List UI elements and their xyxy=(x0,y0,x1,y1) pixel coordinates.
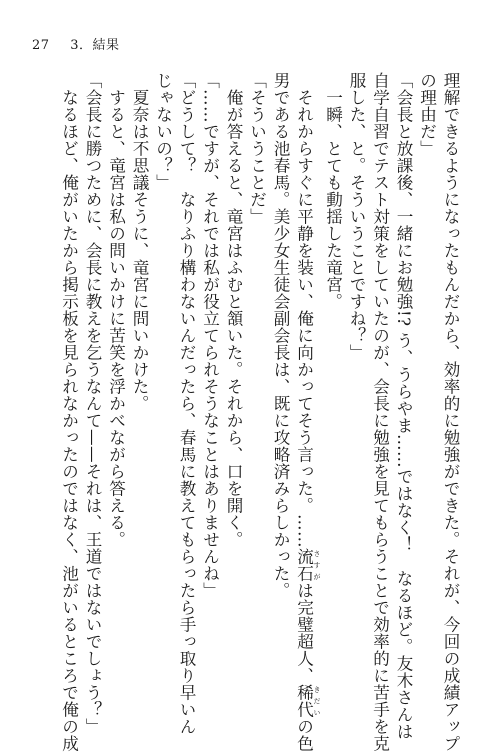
text-line: 夏奈は不思議そうに、竜宮に問いかけた。 xyxy=(130,72,149,412)
furigana-word: 流石 さすが xyxy=(294,548,321,582)
text-line: 俺が答えると、竜宮はふむと頷いた。それから、口を開く。 xyxy=(224,72,243,548)
text-line: 「……ですが、それでは私が役立てられそうなことはありませんね」 xyxy=(200,72,220,599)
text-line: 男である池春馬。美少女生徒会副会長は、既に攻略済みらしかった。 xyxy=(271,72,290,599)
text-line: それからすぐに平静を装い、俺に向かってそう言った。……流石 さすがは完璧超人、稀代 きだいの色 xyxy=(294,72,321,752)
text-line: 「会長に勝つために、会長に教えを乞うなんて——それは、王道ではないでしょう？」 xyxy=(83,72,102,735)
text-line: 一瞬、とても動揺した竜宮。 xyxy=(323,72,343,310)
text-line: の理由だ」 xyxy=(417,72,437,157)
furigana-reading: きだい xyxy=(313,684,321,718)
text-line: 自学自習でテスト対策をしていたのが、会長に勉強を見てもらうことで効率的に苦手を克 xyxy=(370,72,390,752)
page-header xyxy=(32,34,119,53)
text-line: すると、竜宮は私の問いかけに苦笑を浮かべながら答える。 xyxy=(106,72,126,548)
text-line: じゃないの？」 xyxy=(153,72,173,191)
furigana-word: 稀代 きだい xyxy=(294,684,321,718)
vertical-text-body xyxy=(57,72,462,752)
text-line: 「どうして？ なりふり構わないんだったら、春馬に教えてもらったら手っ取り早いん xyxy=(177,72,196,735)
text-line: 「会長と放課後、一緒にお勉強!? う、うらやま……ではなく！ なるほど。友木さんは xyxy=(394,72,413,741)
chapter-title: 3．結果 xyxy=(70,38,120,53)
page-number: 27 xyxy=(32,38,50,53)
furigana-reading: さすが xyxy=(313,548,321,582)
text-line: なるほど、俺がいたから掲示板を見られなかったのではなく、池がいるところで俺の成 xyxy=(59,72,79,752)
text-line: 服した、と。そういうことですね？」 xyxy=(347,72,366,361)
text-line: 理解できるようになったもんだから、効率的に勉強ができた。それが、今回の成績アップ xyxy=(441,72,460,752)
text-line: 「そういうことだ」 xyxy=(247,72,267,225)
